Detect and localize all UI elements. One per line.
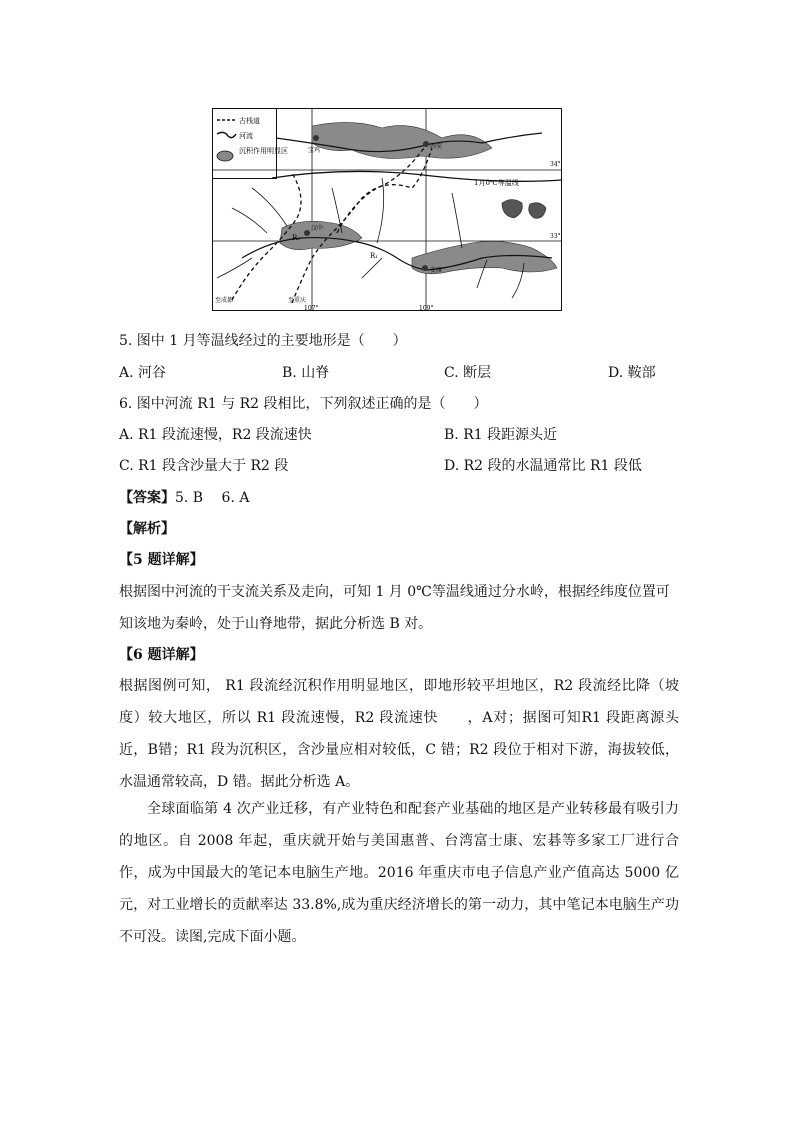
q5-detail-label: 【5 题详解】 — [119, 552, 204, 568]
q6-stem: 6. 图中河流 R1 与 R2 段相比，下列叙述正确的是（ ） — [119, 396, 488, 412]
q5-stem: 5. 图中 1 月等温线经过的主要地形是（ ） — [119, 333, 407, 349]
q5-option-a: A. 河谷 — [119, 365, 167, 381]
city-hanzhong-label: 汉中 — [311, 225, 324, 232]
answer-label: 【答案】 — [119, 490, 175, 506]
q6-detail-text: 根据图例可知， R1 段流经沉积作用明显地区，即地形较平坦地区，R2 段流经比降（坡度）较大地区，所以 R1 段流速慢，R2 段流速快 ，A对；据图可知R1 段距离源头近，B错；R1 段为沉积区，含沙量应相对较低，C 错；R2 段位于相对下游，海拔较低，水温通常较高，D 错。据此分析选 A。 — [119, 678, 679, 790]
answer-text: 5. B 6. A — [175, 490, 250, 506]
lon-107-label: 107° — [304, 305, 319, 311]
isotherm-label: 1月0℃等温线 — [474, 179, 519, 187]
legend-road-label: 古栈道 — [239, 117, 260, 125]
q5-option-d: D. 鞍部 — [608, 365, 656, 381]
q6-detail — [119, 670, 679, 798]
legend-river-label: 河流 — [239, 132, 253, 140]
q5-option-b: B. 山脊 — [282, 365, 330, 381]
legend-deposit-icon — [217, 151, 233, 161]
city-xian-label: 西安 — [430, 143, 443, 150]
q6-option-d: D. R2 段的水温通常比 R1 段低 — [444, 458, 642, 474]
lat-34-label: 34° — [550, 161, 561, 168]
passage — [119, 793, 679, 953]
map-legend — [213, 109, 289, 179]
city-baoji-dot — [313, 135, 319, 141]
q6-option-c: C. R1 段含沙量大于 R2 段 — [119, 458, 289, 474]
q5-detail-text: 根据图中河流的干支流关系及走向，可知 1 月 0℃等温线通过分水岭，根据经纬度位置可知该地为秦岭，处于山脊地带，据此分析选 B 对。 — [119, 584, 670, 632]
passage-text: 全球面临第 4 次产业迁移，有产业特色和配套产业基础的地区是产业转移最有吸引力的地区。自 2008 年起，重庆就开始与美国惠普、台湾富士康、宏碁等多家工厂进行合作，成为中国最大的笔记本电脑生产地。2016 年重庆市电子信息产业产值高达 5000 亿元，对工业增长的贡献率达 33.8%,成为重庆经济增长的第一动力，其中笔记本电脑生产功不可没。读图,完成下面小题。 — [119, 801, 679, 945]
map-figure — [212, 108, 562, 311]
answer-line — [119, 488, 249, 508]
city-baoji-label: 宝鸡 — [308, 147, 321, 154]
q5-option-c: C. 断层 — [444, 365, 492, 381]
q5-detail — [119, 576, 679, 640]
q6-option-a: A. R1 段流速慢，R2 段流速快 — [119, 427, 312, 443]
city-ankang-dot — [422, 265, 428, 271]
river-r2-label: R₂ — [292, 234, 301, 242]
city-xian-dot — [423, 141, 429, 147]
q6-detail-label: 【6 题详解】 — [119, 647, 204, 663]
lat-33-label: 33° — [550, 233, 561, 240]
q6-option-b: B. R1 段距源头近 — [444, 427, 558, 443]
legend-deposit-label: 沉积作用明显区 — [239, 147, 288, 155]
river-r1-label: R₁ — [370, 252, 379, 260]
to-chongqing-label: 至重庆 — [288, 297, 307, 304]
lon-109-label: 109° — [419, 305, 434, 311]
to-chengdu-label: 至成都 — [215, 297, 234, 304]
city-hanzhong-dot — [304, 230, 310, 236]
city-ankang-label: 安康 — [430, 267, 443, 274]
analysis-label: 【解析】 — [119, 521, 175, 537]
